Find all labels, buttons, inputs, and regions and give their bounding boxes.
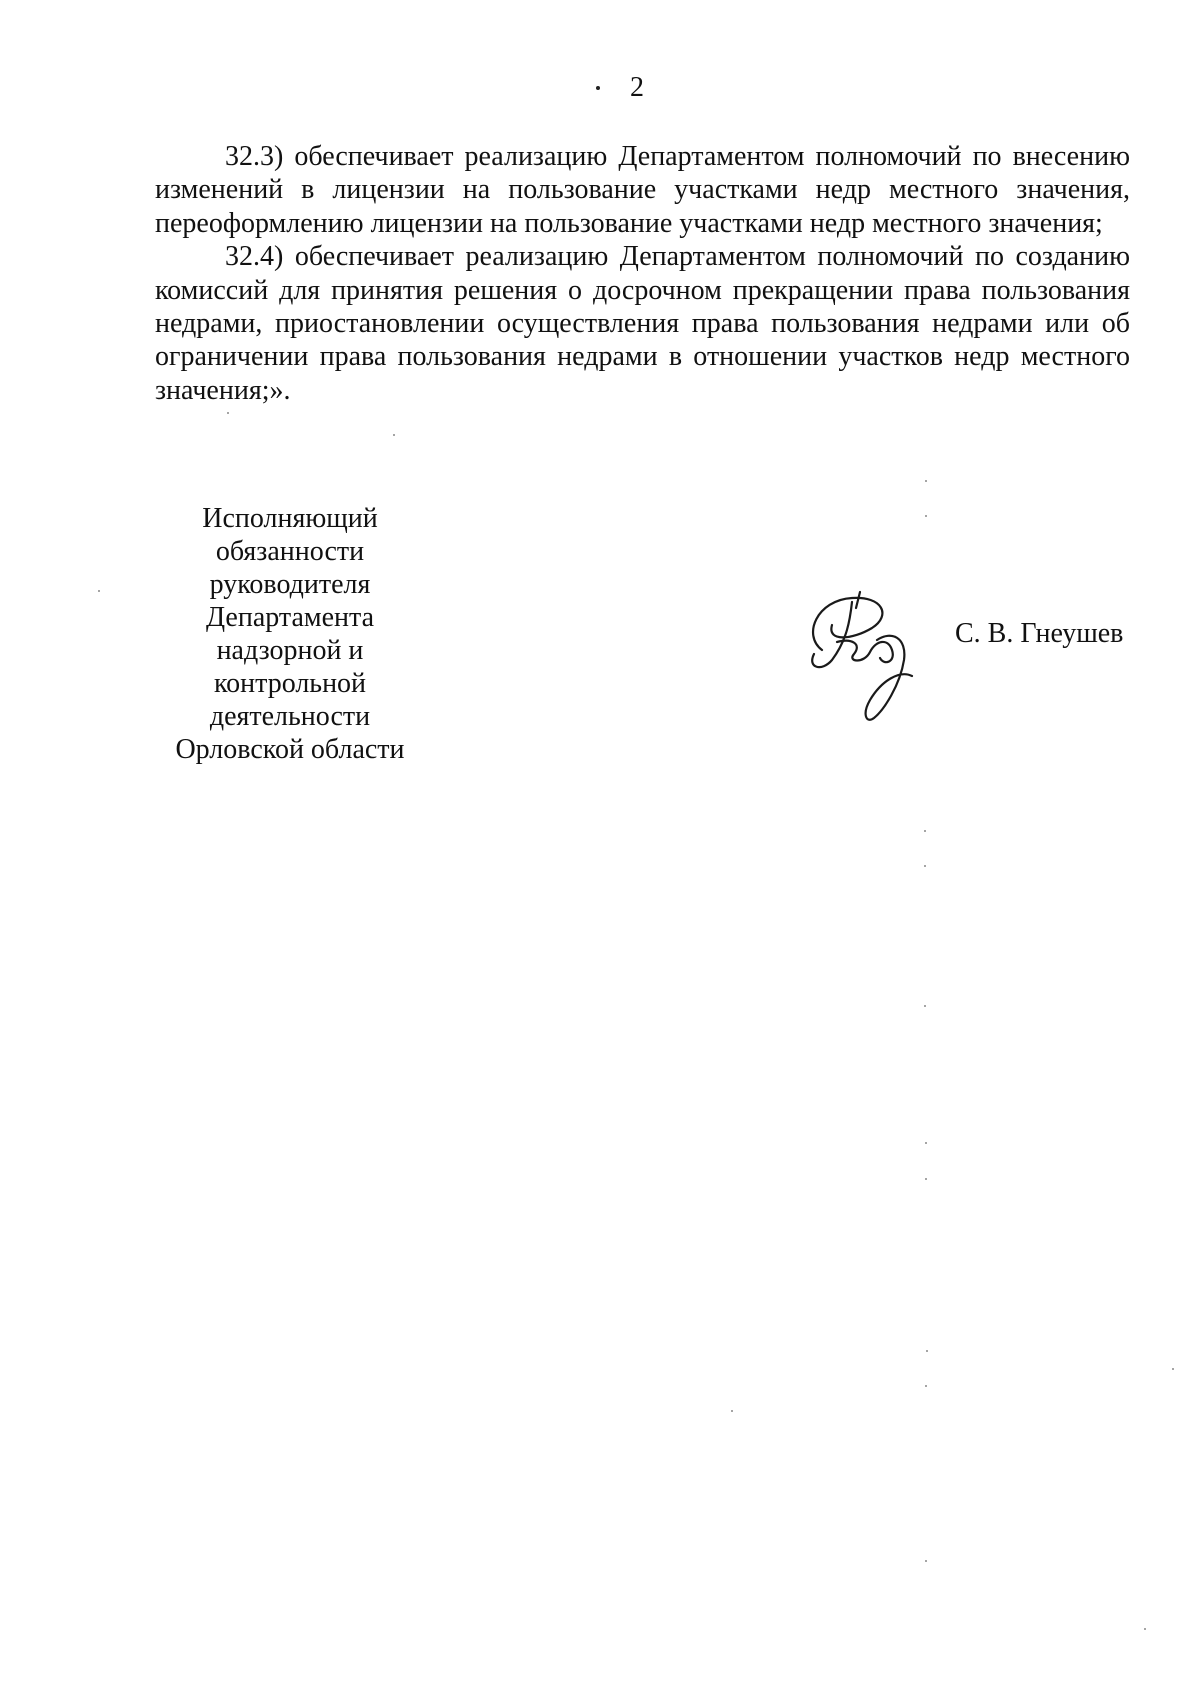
signatory-title-line: деятельности bbox=[209, 701, 371, 732]
handwritten-signature-icon bbox=[792, 580, 932, 730]
scan-speck bbox=[731, 1410, 733, 1412]
scan-speck bbox=[925, 1385, 927, 1387]
signatory-title-line: Департамента bbox=[205, 602, 375, 633]
scan-speck bbox=[98, 590, 100, 592]
scan-speck bbox=[924, 865, 926, 867]
signatory-title-line: контрольной bbox=[213, 668, 367, 699]
scan-speck bbox=[924, 1005, 926, 1007]
signatory-title-line: надзорной и bbox=[216, 635, 364, 666]
page-number: 2 bbox=[630, 72, 644, 103]
signer-name: С. В. Гнеушев bbox=[955, 618, 1124, 649]
scan-speck bbox=[925, 1560, 927, 1562]
paragraph-32-3: 32.3) обеспечивает реализацию Департаментом полномочий по внесению изменений в лицензии на пользование участками недр местного значения, переоформлению лицензии на пользование участками недр местного значения; bbox=[155, 141, 1130, 239]
scan-speck bbox=[227, 412, 229, 414]
scan-speck bbox=[925, 515, 927, 517]
document-body bbox=[155, 140, 1130, 407]
signatory-title-line: Орловской области bbox=[175, 734, 405, 765]
page-mark bbox=[596, 86, 600, 90]
signatory-title-line: обязанности bbox=[215, 536, 365, 567]
scan-speck bbox=[926, 1350, 928, 1352]
scan-speck bbox=[393, 434, 395, 436]
scan-speck bbox=[925, 1142, 927, 1144]
paragraph-32-4: 32.4) обеспечивает реализацию Департаментом полномочий по созданию комиссий для принятия решения о досрочном прекращении права пользования недрами, приостановлении осуществления права пользования недрами или об ограничении права пользования недрами в отношении участков недр местного значения;». bbox=[155, 241, 1130, 406]
scan-speck bbox=[924, 830, 926, 832]
signatory-title-line: руководителя bbox=[209, 569, 371, 600]
signatory-title-line: Исполняющий bbox=[202, 503, 378, 534]
scan-speck bbox=[1172, 1368, 1174, 1370]
signatory-title bbox=[165, 502, 415, 766]
scan-speck bbox=[1144, 1628, 1146, 1630]
scan-speck bbox=[925, 1178, 927, 1180]
scan-speck bbox=[925, 480, 927, 482]
